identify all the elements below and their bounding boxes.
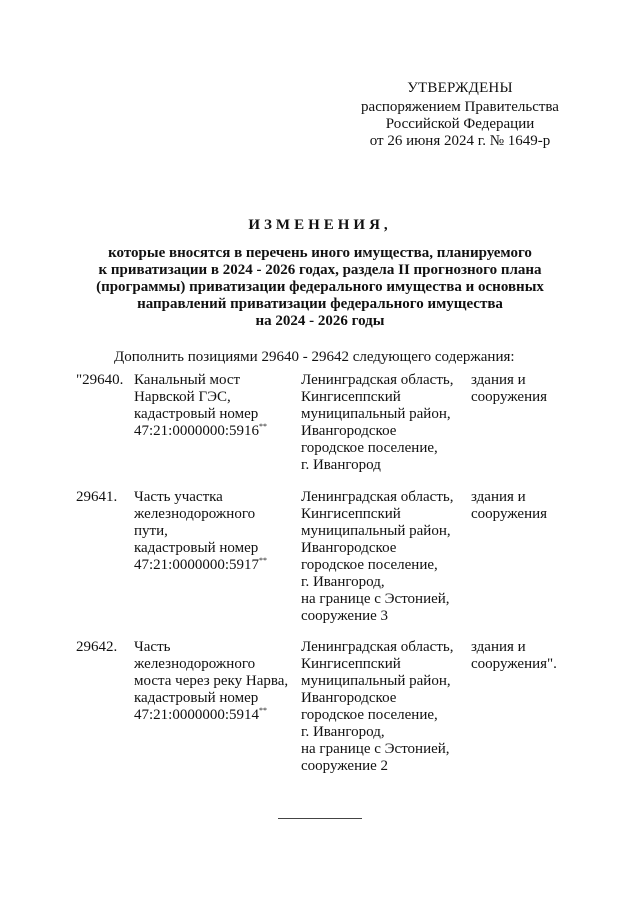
object-line: кадастровый номер: [134, 540, 259, 556]
location-line: муниципальный район,: [301, 673, 451, 689]
location-line: муниципальный район,: [301, 406, 451, 422]
approval-line: распоряжением Правительства: [361, 99, 559, 115]
position-number: [76, 639, 117, 656]
cadastral-value: 47:21:0000000:5917: [134, 557, 260, 573]
cadastral-number: [134, 423, 267, 440]
object-type: [471, 639, 557, 673]
subtitle-line: (программы) приватизации федерального имущества и основных: [96, 279, 544, 295]
location-line: Ивангородское: [301, 540, 397, 556]
object-description: [134, 639, 288, 724]
location-line: Ленинградская область,: [301, 639, 454, 655]
location-line: городское поселение,: [301, 557, 438, 573]
object-line: кадастровый номер: [134, 690, 259, 706]
type-line: здания и: [471, 372, 526, 388]
object-line: моста через реку Нарва,: [134, 673, 289, 689]
subtitle-line: направлений приватизации федерального имущества: [137, 296, 503, 312]
subtitle-line: к приватизации в 2024 - 2026 годах, раздела II прогнозного плана: [98, 262, 542, 278]
location-line: Ивангородское: [301, 423, 397, 439]
intro-text: Дополнить позициями 29640 - 29642 следующего содержания:: [114, 349, 515, 365]
object-location: [301, 639, 453, 775]
footnote-mark: **: [259, 556, 268, 565]
object-line: Канальный мост: [134, 372, 241, 388]
object-description: [134, 489, 267, 574]
footnote-mark: **: [259, 422, 268, 431]
object-type: [471, 372, 547, 406]
object-location: [301, 372, 453, 474]
location-line: городское поселение,: [301, 707, 438, 723]
type-line: сооружения: [471, 506, 548, 522]
object-location: [301, 489, 453, 625]
location-line: Ленинградская область,: [301, 489, 454, 505]
location-line: сооружение 3: [301, 608, 389, 624]
type-line: сооружения".: [471, 656, 557, 672]
object-line: Часть участка: [134, 489, 223, 505]
position-number-text: 29641.: [76, 489, 118, 505]
position-number: [76, 489, 117, 506]
object-description: [134, 372, 267, 440]
cadastral-number: [134, 557, 267, 574]
approval-block: [330, 80, 590, 150]
location-line: городское поселение,: [301, 440, 438, 456]
footnote-mark: **: [259, 706, 268, 715]
type-line: здания и: [471, 489, 526, 505]
location-line: на границе с Эстонией,: [301, 591, 450, 607]
location-line: г. Ивангород,: [301, 574, 385, 590]
approval-line: от 26 июня 2024 г. № 1649-р: [369, 133, 551, 149]
object-type: [471, 489, 547, 523]
location-line: Кингисеппский: [301, 389, 401, 405]
location-line: Кингисеппский: [301, 506, 401, 522]
object-line: кадастровый номер: [134, 406, 259, 422]
document-heading: ИЗМЕНЕНИЯ,: [248, 217, 392, 233]
cadastral-value: 47:21:0000000:5914: [134, 707, 260, 723]
subtitle-line: на 2024 - 2026 годы: [255, 313, 385, 329]
object-line: Часть: [134, 639, 171, 655]
location-line: Ивангородское: [301, 690, 397, 706]
document-subtitle: [70, 245, 570, 330]
position-number-text: "29640.: [76, 372, 124, 388]
position-number-text: 29642.: [76, 639, 118, 655]
approval-title: УТВЕРЖДЕНЫ: [407, 80, 513, 96]
approval-line: Российской Федерации: [385, 116, 535, 132]
object-line: железнодорожного: [134, 506, 256, 522]
location-line: г. Ивангород,: [301, 724, 385, 740]
footnote-separator: [278, 818, 362, 819]
location-line: Кингисеппский: [301, 656, 401, 672]
type-line: сооружения: [471, 389, 548, 405]
location-line: сооружение 2: [301, 758, 389, 774]
object-line: железнодорожного: [134, 656, 256, 672]
position-number: [76, 372, 123, 389]
subtitle-line: которые вносятся в перечень иного имущества, планируемого: [108, 245, 532, 261]
location-line: г. Ивангород: [301, 457, 381, 473]
location-line: муниципальный район,: [301, 523, 451, 539]
type-line: здания и: [471, 639, 526, 655]
location-line: Ленинградская область,: [301, 372, 454, 388]
object-line: Нарвской ГЭС,: [134, 389, 231, 405]
cadastral-value: 47:21:0000000:5916: [134, 423, 260, 439]
location-line: на границе с Эстонией,: [301, 741, 450, 757]
cadastral-number: [134, 707, 288, 724]
object-line: пути,: [134, 523, 168, 539]
